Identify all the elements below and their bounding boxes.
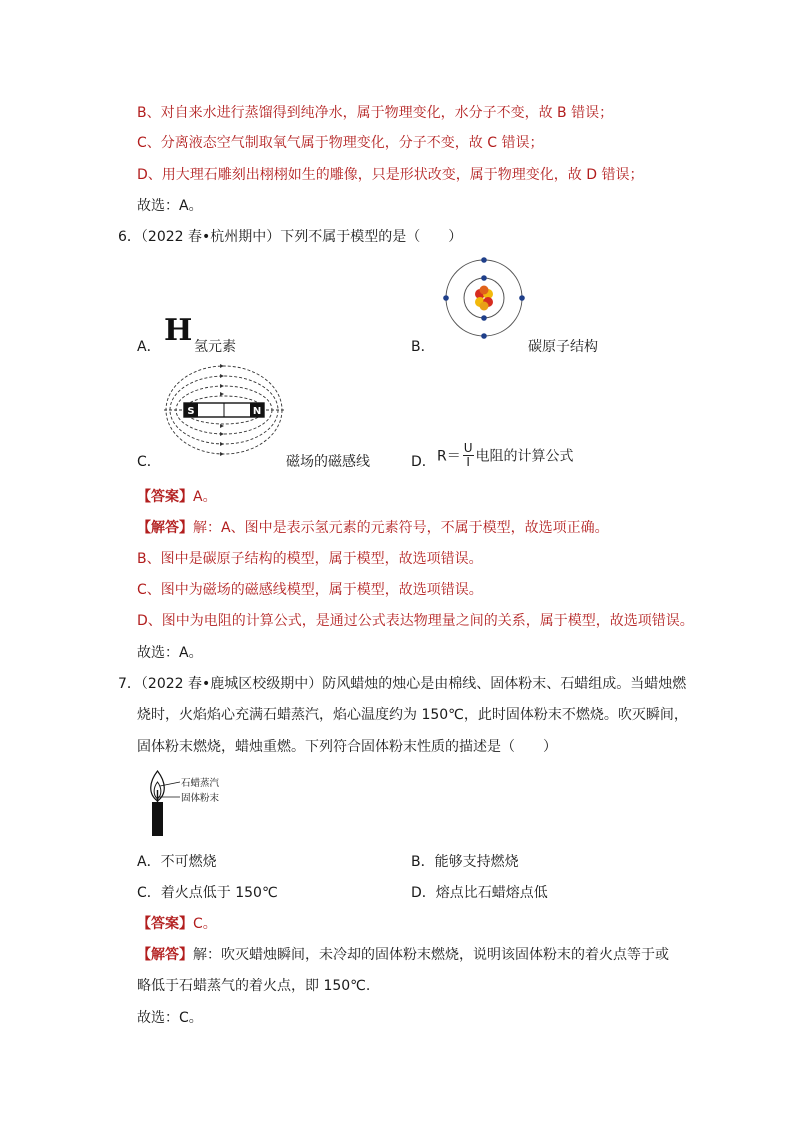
analysis-tag: 【解答】 — [137, 947, 193, 963]
q5-option-b-analysis: B、对自来水进行蒸馏得到纯净水，属于物理变化，水分子不变，故 B 错误； — [137, 105, 614, 121]
q7-stem-line-1: 7．（2022 春•鹿城区校级期中）防风蜡烛的烛心是由棉线、固体粉末、石蜡组成。当蜡烛燃 — [118, 676, 687, 692]
q7-option-d: D．熔点比石蜡熔点低 — [411, 885, 548, 901]
q6-analysis-a — [137, 519, 609, 537]
analysis-text: 解：吹灭蜡烛瞬间，未冷却的固体粉末燃烧，说明该固体粉末的着火点等于或 — [193, 947, 669, 963]
q6-option-b-label: 碳原子结构 — [528, 339, 598, 355]
q5-option-d-analysis: D、用大理石雕刻出栩栩如生的雕像，只是形状改变，属于物理变化，故 D 错误； — [137, 167, 644, 183]
answer-tag: 【答案】 — [137, 489, 193, 505]
q6-stem: 6．（2022 春•杭州期中）下列不属于模型的是（ ） — [118, 229, 463, 245]
hydrogen-symbol: H — [164, 313, 193, 348]
analysis-text: 解：A、图中是表示氢元素的元素符号，不属于模型，故选项正确。 — [193, 520, 609, 536]
analysis-tag: 【解答】 — [137, 520, 193, 536]
q6-analysis-b: B、图中是碳原子结构的模型，属于模型，故选项错误。 — [137, 551, 483, 567]
q6-option-c-label: 磁场的磁感线 — [286, 454, 370, 470]
q6-option-d-prefix: D． — [411, 454, 436, 470]
magnetic-field-lines-image — [162, 360, 286, 460]
q6-analysis-d: D、图中为电阻的计算公式，是通过公式表达物理量之间的关系，属于模型，故选项错误。 — [137, 613, 694, 629]
answer-value: A。 — [193, 489, 217, 505]
q7-select: 故选：C。 — [137, 1010, 203, 1026]
answer-tag: 【答案】 — [137, 916, 193, 932]
candle-figure-image — [144, 768, 234, 838]
q7-stem-line-2: 烧时，火焰焰心充满石蜡蒸汽，焰心温度约为 150℃，此时固体粉末不燃烧。吹灭瞬间， — [137, 707, 688, 723]
fig-label-powder: 固体粉末 — [181, 793, 220, 804]
answer-value: C。 — [193, 916, 217, 932]
q5-option-c-analysis: C、分离液态空气制取氧气属于物理变化，分子不变，故 C 错误； — [137, 135, 544, 151]
q6-analysis-c: C、图中为磁场的磁感线模型，属于模型，故选项错误。 — [137, 582, 483, 598]
q6-option-a-prefix: A． — [137, 339, 161, 355]
q7-option-c: C．着火点低于 150℃ — [137, 885, 278, 901]
q6-option-b-prefix: B． — [411, 339, 435, 355]
q6-answer — [137, 488, 217, 506]
magnet-s-label: S — [187, 406, 195, 417]
formula-fraction — [463, 442, 474, 469]
q7-stem-line-3: 固体粉末燃烧，蜡烛重燃。下列符合固体粉末性质的描述是（ ） — [137, 739, 557, 755]
q7-option-b: B．能够支持燃烧 — [411, 854, 519, 870]
q6-option-a-label: 氢元素 — [194, 339, 236, 355]
formula-lhs: R＝ — [437, 448, 461, 465]
q7-answer — [137, 915, 217, 933]
magnet-n-label: N — [252, 406, 262, 417]
q6-option-d-label: 电阻的计算公式 — [475, 448, 574, 465]
fig-label-vapor: 石蜡蒸汽 — [181, 778, 220, 789]
formula-numerator: U — [463, 441, 473, 455]
q7-option-a: A．不可燃烧 — [137, 854, 217, 870]
carbon-atom-model-image — [440, 232, 528, 344]
formula-denominator: I — [466, 455, 470, 469]
q5-select: 故选：A。 — [137, 198, 203, 214]
q6-select: 故选：A。 — [137, 645, 203, 661]
resistance-formula — [437, 442, 574, 469]
q7-analysis-line-1 — [137, 946, 669, 964]
q6-option-c-prefix: C． — [137, 454, 161, 470]
q7-analysis-line-2: 略低于石蜡蒸气的着火点，即 150℃. — [137, 978, 371, 994]
